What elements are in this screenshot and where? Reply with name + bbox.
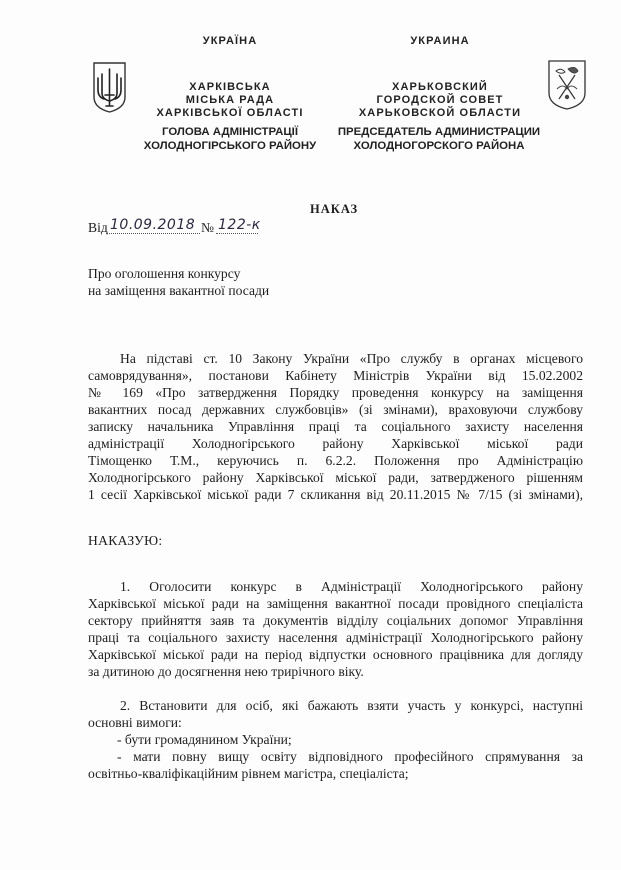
kharkiv-coat-of-arms-icon [547,59,587,111]
preamble-line-1: На підставі ст. 10 Закону України «Про службу в органах місцевого [120,351,583,366]
requirement-line-2: - мати повну вищу освіту відповідного професійного спрямування за [117,749,583,764]
header-ru-org-line-3: ХАРЬКОВСКОЙ ОБЛАСТИ [358,107,522,119]
header-ru-org-line-2: ГОРОДСКОЙ СОВЕТ [376,94,504,106]
item1-line-3: сектору прийняття заяв та документів відділу соціальних допомог Управління [88,613,583,628]
document-title: НАКАЗ [310,202,359,216]
preamble-line-8: Холодногірського району Харківської міської ради, затвердженого рішенням [88,470,583,485]
preamble-line-4: вакантних посад державних службовців» (зі змінами), враховуючи службову [88,402,583,417]
header-ru-org-line-1: ХАРЬКОВСКИЙ [392,81,488,93]
preamble-line-2: самоврядування», постанови Кабінету Міністрів України від 15.02.2002 [88,368,583,383]
header-ru-head-line-2: ХОЛОДНОГОРСКОГО РАЙОНА [353,140,525,152]
item2-line-2: основні вимоги: [88,715,182,730]
order-word: НАКАЗУЮ: [88,533,163,548]
item1-line-5: Харківської міської ради на період відпустки основного працівника для догляду [88,647,583,662]
item1-line-4: праці та соціального захисту населення адміністрації Холодногірського району [88,630,583,645]
header-ru-head-line-1: ПРЕДСЕДАТЕЛЬ АДМИНИСТРАЦИИ [337,126,541,138]
header-ru-country: УКРАИНА [410,35,470,47]
date-underline [106,233,200,234]
item1-line-1: 1. Оголосити конкурс в Адміністрації Холодногірського району [120,579,583,594]
date-handwritten: 10.09.2018 [110,217,196,233]
subject-line-2: на заміщення вакантної посади [88,283,270,298]
number-handwritten: 122-к [218,217,261,233]
header-ua-head-line-2: ХОЛОДНОГІРСЬКОГО РАЙОНУ [143,140,317,152]
item2-line-1: 2. Встановити для осіб, які бажають взяти участь у конкурсі, наступні [120,698,583,713]
date-prefix: Від [88,220,108,235]
preamble-line-6: адміністрації Холодногірського району Харківської міської ради [88,436,583,451]
ukraine-coat-of-arms-icon [92,61,127,114]
item1-line-6: за дитиною до досягнення нею трирічного віку. [88,664,364,679]
preamble-line-3: № 169 «Про затвердження Порядку проведення конкурсу на заміщення [88,385,583,400]
header-ua-org-line-2: МІСЬКА РАДА [185,94,275,106]
header-ua-org-line-3: ХАРКІВСЬКОЇ ОБЛАСТІ [156,107,304,119]
number-underline [216,233,258,234]
preamble-line-7: Тімощенко Т.М., керуючись п. 6.2.2. Положення про Адміністрацію [88,453,583,468]
header-ua-country: УКРАЇНА [202,35,258,47]
item1-line-2: Харківської міської ради на заміщення вакантної посади провідного спеціаліста [88,596,583,611]
requirement-line-1: - бути громадянином України; [117,732,292,747]
requirement-line-3: освітньо-кваліфікаційним рівнем магістра, спеціаліста; [88,766,409,781]
header-ua-head-line-1: ГОЛОВА АДМІНІСТРАЦІЇ [162,126,298,138]
subject-line-1: Про оголошення конкурсу [88,266,241,281]
preamble-line-9: 1 сесії Харківської міської ради 7 скликання від 20.11.2015 № 7/15 (зі змінами), [88,487,583,502]
header-ua-org-line-1: ХАРКІВСЬКА [189,81,271,93]
preamble-line-5: записку начальника Управління праці та соціального захисту населення [88,419,583,434]
number-prefix: № [201,220,214,235]
